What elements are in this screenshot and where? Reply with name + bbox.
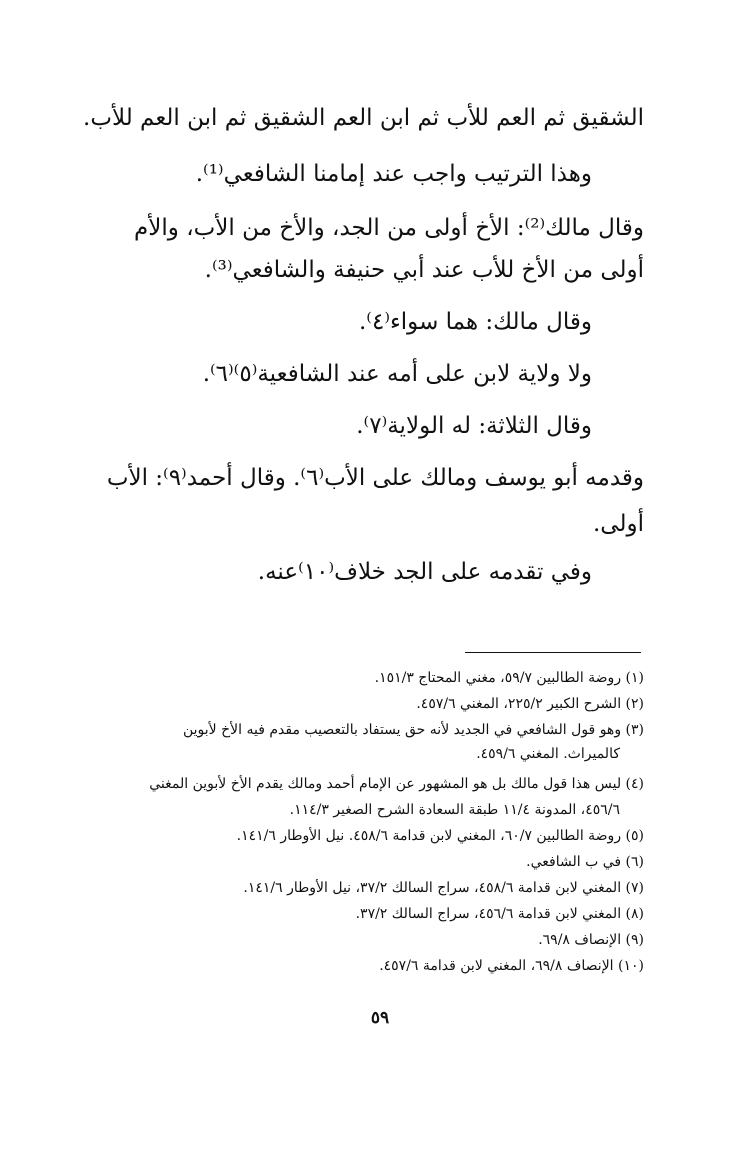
- body-line-7: وقال الثلاثة: له الولاية⁽٧⁾.: [356, 413, 592, 439]
- body-line-8: وقدمه أبو يوسف ومالك على الأب⁽٦⁾. وقال أحمد⁽٩⁾: الأب: [106, 465, 644, 491]
- body-line-10: وفي تقدمه على الجد خلاف⁽١٠⁾عنه.: [257, 559, 592, 585]
- footnote-8: (٨) المغني لابن قدامة ٤٥٦/٦، سراج السالك ٣٧/٢.: [355, 906, 644, 922]
- footnote-9: (٩) الإنصاف ٦٩/٨.: [538, 932, 644, 948]
- footnote-5: (٥) روضة الطالبين ٦٠/٧، المغني لابن قدامة ٤٥٨/٦. نيل الأوطار ١٤١/٦.: [236, 828, 644, 844]
- body-line-2: وهذا الترتيب واجب عند إمامنا الشافعي⁽¹⁾.: [195, 161, 592, 187]
- footnote-3-cont: كالميراث. المغني ٤٥٩/٦.: [476, 746, 620, 762]
- body-line-4: أولى من الأخ للأب عند أبي حنيفة والشافعي⁽³⁾.: [204, 257, 644, 283]
- body-line-3: وقال مالك⁽²⁾: الأخ أولى من الجد، والأخ من الأب، والأم: [134, 215, 644, 241]
- body-line-1: الشقيق ثم العم للأب ثم ابن العم الشقيق ثم ابن العم للأب.: [83, 105, 644, 131]
- footnote-separator: [465, 652, 641, 653]
- footnote-7: (٧) المغني لابن قدامة ٤٥٨/٦، سراج السالك ٣٧/٢، نيل الأوطار ١٤١/٦.: [243, 880, 644, 896]
- footnote-4-cont: ٤٥٦/٦، المدونة ١١/٤ طبقة السعادة الشرح الصغير ١١٤/٣.: [289, 802, 620, 818]
- footnote-4: (٤) ليس هذا قول مالك بل هو المشهور عن الإمام أحمد ومالك يقدم الأخ لأبوين المغني: [149, 776, 644, 792]
- body-line-5: وقال مالك: هما سواء⁽٤⁾.: [359, 309, 592, 335]
- footnote-10: (١٠) الإنصاف ٦٩/٨، المغني لابن قدامة ٤٥٧/٦.: [379, 958, 644, 974]
- footnote-6: (٦) في ب الشافعي.: [526, 854, 644, 870]
- footnote-1: (١) روضة الطالبين ٥٩/٧، مغني المحتاج ١٥١/٣.: [374, 670, 644, 686]
- footnote-3: (٣) وهو قول الشافعي في الجديد لأنه حق يستفاد بالتعصيب مقدم فيه الأخ لأبوين: [183, 722, 644, 738]
- page-number: ٥٩: [370, 1008, 390, 1028]
- body-line-9: أولى.: [593, 511, 644, 537]
- footnote-2: (٢) الشرح الكبير ٢٢٥/٢، المغني ٤٥٧/٦.: [416, 696, 644, 712]
- body-line-6: ولا ولاية لابن على أمه عند الشافعية⁽٥⁾⁽٦⁾.: [202, 361, 592, 387]
